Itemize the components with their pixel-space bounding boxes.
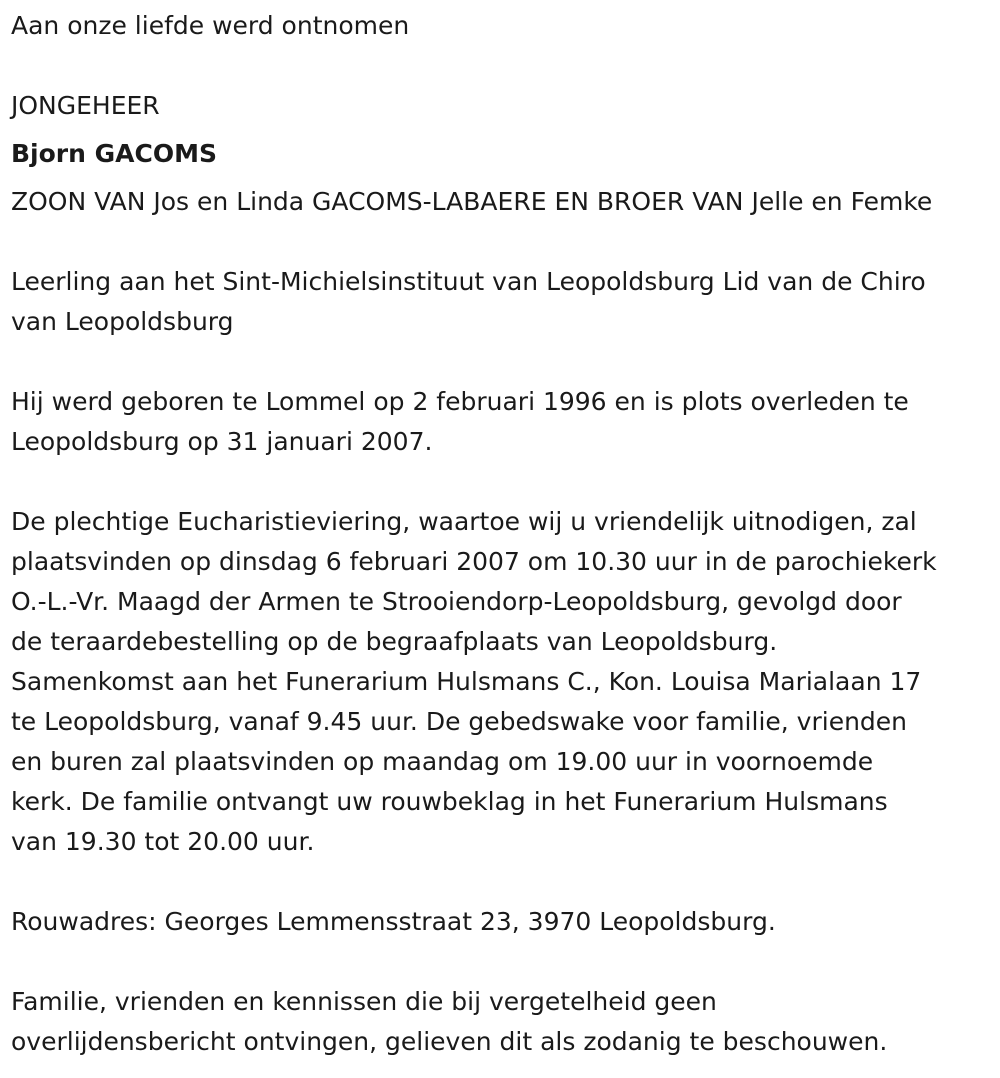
school-line-2: van Leopoldsburg <box>11 307 234 336</box>
closing-line-1: Familie, vrienden en kennissen die bij vergetelheid geen <box>11 987 717 1016</box>
ceremony-line: kerk. De familie ontvangt uw rouwbeklag in het Funerarium Hulsmans <box>11 787 888 816</box>
obituary-document <box>11 6 991 1062</box>
deceased-name: Bjorn GACOMS <box>11 139 217 168</box>
ceremony-line: De plechtige Eucharistieviering, waartoe wij u vriendelijk uitnodigen, zal <box>11 507 917 536</box>
ceremony-line: Samenkomst aan het Funerarium Hulsmans C., Kon. Louisa Marialaan 17 <box>11 667 922 696</box>
mourning-address: Rouwadres: Georges Lemmensstraat 23, 3970 Leopoldsburg. <box>11 907 776 936</box>
ceremony-paragraph <box>11 502 991 862</box>
birth-line-2: Leopoldsburg op 31 januari 2007. <box>11 427 433 456</box>
ceremony-line: plaatsvinden op dinsdag 6 februari 2007 om 10.30 uur in de parochiekerk <box>11 547 937 576</box>
ceremony-line: en buren zal plaatsvinden op maandag om 19.00 uur in voornoemde <box>11 747 874 776</box>
school-line-1: Leerling aan het Sint-Michielsinstituut van Leopoldsburg Lid van de Chiro <box>11 267 926 296</box>
ceremony-line: van 19.30 tot 20.00 uur. <box>11 827 315 856</box>
birth-line-1: Hij werd geboren te Lommel op 2 februari 1996 en is plots overleden te <box>11 387 909 416</box>
relations-line: ZOON VAN Jos en Linda GACOMS-LABAERE EN BROER VAN Jelle en Femke <box>11 187 933 216</box>
intro-line: Aan onze liefde werd ontnomen <box>11 11 410 40</box>
closing-line-2: overlijdensbericht ontvingen, gelieven dit als zodanig te beschouwen. <box>11 1027 888 1056</box>
ceremony-line: de teraardebestelling op de begraafplaats van Leopoldsburg. <box>11 627 778 656</box>
ceremony-line: O.-L.-Vr. Maagd der Armen te Strooiendorp-Leopoldsburg, gevolgd door <box>11 587 902 616</box>
ceremony-line: te Leopoldsburg, vanaf 9.45 uur. De gebedswake voor familie, vrienden <box>11 707 908 736</box>
title-prefix: JONGEHEER <box>11 91 160 120</box>
